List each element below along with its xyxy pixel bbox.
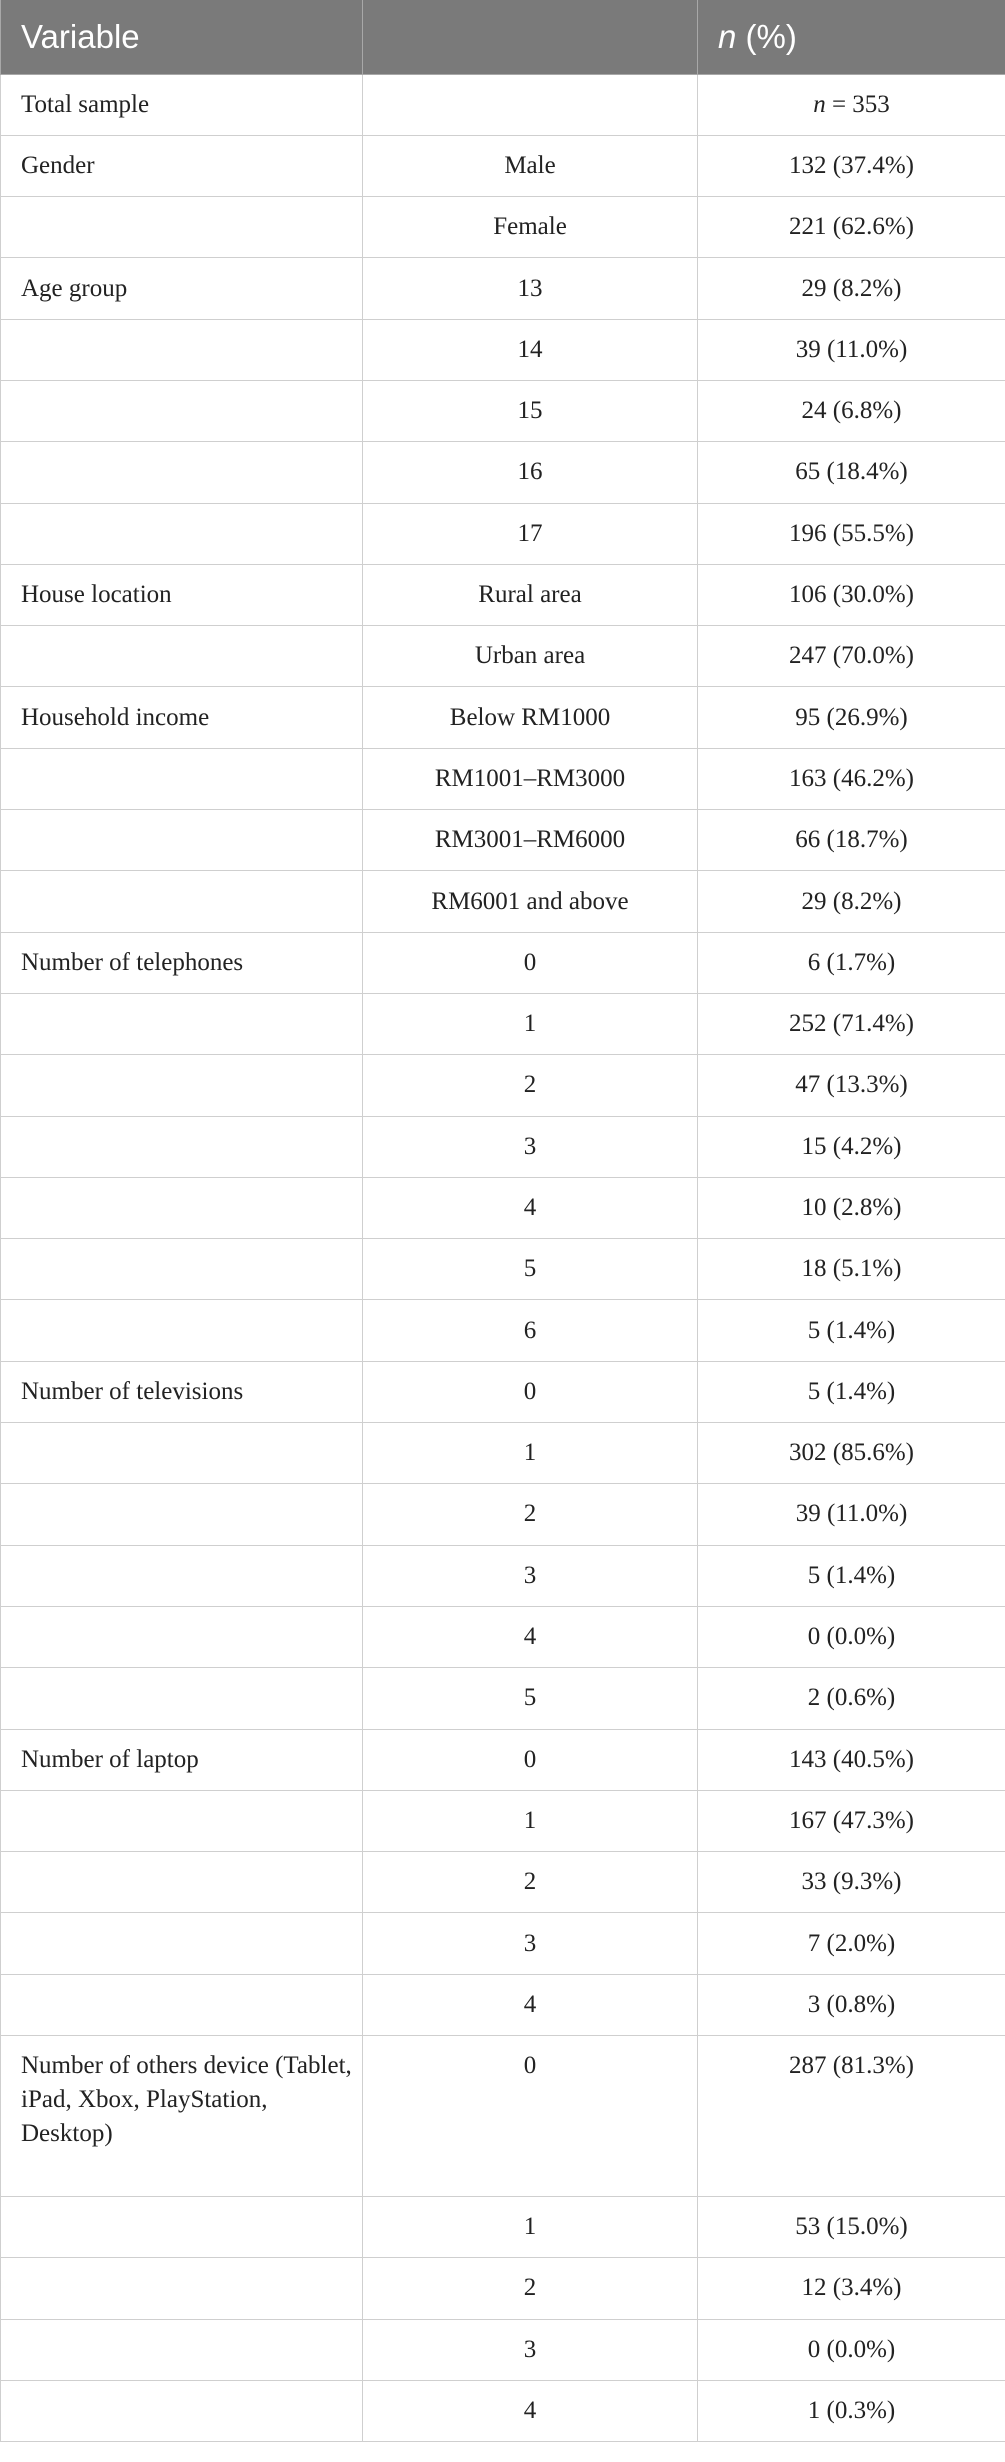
count-percent-cell: 65 (18.4%) (698, 442, 1005, 503)
table-row (1, 1790, 1005, 1851)
count-percent-cell: 29 (8.2%) (698, 871, 1005, 932)
variable-cell (1, 2258, 363, 2319)
table-row (1, 135, 1005, 196)
table-row (1, 1423, 1005, 1484)
table-row (1, 1177, 1005, 1238)
table-row (1, 1239, 1005, 1300)
count-percent-cell: 24 (6.8%) (698, 380, 1005, 441)
category-cell: 5 (363, 1239, 698, 1300)
table-row (1, 258, 1005, 319)
table-row (1, 1300, 1005, 1361)
total-sample-category (363, 74, 698, 135)
category-cell: 4 (363, 1177, 698, 1238)
variable-cell (1, 626, 363, 687)
variable-cell: Number of laptop (1, 1729, 363, 1790)
count-percent-cell: 5 (1.4%) (698, 1300, 1005, 1361)
count-percent-cell: 66 (18.7%) (698, 810, 1005, 871)
count-percent-cell: 39 (11.0%) (698, 319, 1005, 380)
table-row (1, 748, 1005, 809)
header-pct-label: (%) (736, 17, 797, 55)
count-percent-cell: 12 (3.4%) (698, 2258, 1005, 2319)
count-percent-cell: 163 (46.2%) (698, 748, 1005, 809)
variable-cell (1, 1545, 363, 1606)
table-row (1, 1606, 1005, 1667)
table-row (1, 503, 1005, 564)
count-percent-cell: 5 (1.4%) (698, 1545, 1005, 1606)
count-percent-cell: 29 (8.2%) (698, 258, 1005, 319)
variable-cell (1, 442, 363, 503)
table-row (1, 1545, 1005, 1606)
total-sample-label: Total sample (1, 74, 363, 135)
variable-cell: Number of telephones (1, 932, 363, 993)
category-cell: 1 (363, 1423, 698, 1484)
table-row (1, 1974, 1005, 2035)
table-row (1, 1913, 1005, 1974)
table-row (1, 1729, 1005, 1790)
count-percent-cell: 106 (30.0%) (698, 564, 1005, 625)
category-cell: 2 (363, 2258, 698, 2319)
table-row (1, 1668, 1005, 1729)
table-row (1, 810, 1005, 871)
table-row (1, 1361, 1005, 1422)
count-percent-cell: 1 (0.3%) (698, 2380, 1005, 2441)
table-row (1, 2197, 1005, 2258)
category-cell: Urban area (363, 626, 698, 687)
category-cell: 0 (363, 2036, 698, 2197)
category-cell: 0 (363, 932, 698, 993)
table-row (1, 2319, 1005, 2380)
variable-cell (1, 1484, 363, 1545)
category-cell: 4 (363, 1974, 698, 2035)
table-row (1, 319, 1005, 380)
category-cell: 4 (363, 1606, 698, 1667)
total-sample-value (698, 74, 1005, 135)
count-percent-cell: 302 (85.6%) (698, 1423, 1005, 1484)
variable-cell (1, 871, 363, 932)
header-row (1, 0, 1005, 74)
header-n-percent (698, 0, 1005, 74)
variable-cell: Household income (1, 687, 363, 748)
count-percent-cell: 0 (0.0%) (698, 1606, 1005, 1667)
category-cell: Male (363, 135, 698, 196)
count-percent-cell: 167 (47.3%) (698, 1790, 1005, 1851)
total-n-value: = 353 (825, 90, 890, 118)
variable-cell (1, 319, 363, 380)
category-cell: 14 (363, 319, 698, 380)
category-cell: Below RM1000 (363, 687, 698, 748)
category-cell: 2 (363, 1484, 698, 1545)
category-cell: 0 (363, 1729, 698, 1790)
table-row (1, 2380, 1005, 2441)
variable-cell (1, 503, 363, 564)
table-row (1, 626, 1005, 687)
variable-cell: Age group (1, 258, 363, 319)
variable-cell (1, 1055, 363, 1116)
table-row (1, 197, 1005, 258)
variable-cell (1, 2197, 363, 2258)
count-percent-cell: 247 (70.0%) (698, 626, 1005, 687)
category-cell: 6 (363, 1300, 698, 1361)
count-percent-cell: 196 (55.5%) (698, 503, 1005, 564)
total-n-symbol: n (813, 90, 826, 118)
table-row (1, 1116, 1005, 1177)
count-percent-cell: 3 (0.8%) (698, 1974, 1005, 2035)
header-category (363, 0, 698, 74)
count-percent-cell: 33 (9.3%) (698, 1852, 1005, 1913)
category-cell: 1 (363, 2197, 698, 2258)
category-cell: 16 (363, 442, 698, 503)
category-cell: 3 (363, 1913, 698, 1974)
table-row (1, 2036, 1005, 2197)
count-percent-cell: 95 (26.9%) (698, 687, 1005, 748)
table-row (1, 564, 1005, 625)
count-percent-cell: 221 (62.6%) (698, 197, 1005, 258)
variable-cell: House location (1, 564, 363, 625)
variable-cell (1, 197, 363, 258)
table-row (1, 993, 1005, 1054)
count-percent-cell: 287 (81.3%) (698, 2036, 1005, 2197)
variable-cell (1, 810, 363, 871)
category-cell: Rural area (363, 564, 698, 625)
count-percent-cell: 6 (1.7%) (698, 932, 1005, 993)
category-cell: 2 (363, 1852, 698, 1913)
category-cell: 2 (363, 1055, 698, 1116)
variable-cell (1, 748, 363, 809)
table-row (1, 687, 1005, 748)
category-cell: Female (363, 197, 698, 258)
count-percent-cell: 18 (5.1%) (698, 1239, 1005, 1300)
count-percent-cell: 252 (71.4%) (698, 993, 1005, 1054)
count-percent-cell: 0 (0.0%) (698, 2319, 1005, 2380)
variable-cell: Number of others device (Tablet, iPad, Xbox, PlayStation, Desktop) (1, 2036, 363, 2197)
category-cell: 3 (363, 1116, 698, 1177)
count-percent-cell: 53 (15.0%) (698, 2197, 1005, 2258)
variable-cell (1, 1668, 363, 1729)
category-cell: RM3001–RM6000 (363, 810, 698, 871)
header-n-symbol: n (718, 17, 737, 55)
count-percent-cell: 132 (37.4%) (698, 135, 1005, 196)
count-percent-cell: 47 (13.3%) (698, 1055, 1005, 1116)
count-percent-cell: 143 (40.5%) (698, 1729, 1005, 1790)
variable-cell (1, 1423, 363, 1484)
table-row (1, 380, 1005, 441)
table-row (1, 2258, 1005, 2319)
variable-cell (1, 1852, 363, 1913)
category-cell: 13 (363, 258, 698, 319)
category-cell: 1 (363, 993, 698, 1054)
category-cell: 3 (363, 2319, 698, 2380)
variable-cell (1, 1177, 363, 1238)
category-cell: 5 (363, 1668, 698, 1729)
variable-cell (1, 2319, 363, 2380)
variable-cell (1, 1606, 363, 1667)
count-percent-cell: 7 (2.0%) (698, 1913, 1005, 1974)
count-percent-cell: 2 (0.6%) (698, 1668, 1005, 1729)
category-cell: 15 (363, 380, 698, 441)
header-variable: Variable (1, 0, 363, 74)
variable-cell (1, 380, 363, 441)
variable-cell (1, 1239, 363, 1300)
category-cell: 3 (363, 1545, 698, 1606)
variable-cell (1, 1790, 363, 1851)
table-header (1, 0, 1005, 74)
variable-cell: Gender (1, 135, 363, 196)
category-cell: 17 (363, 503, 698, 564)
variable-cell (1, 2380, 363, 2441)
table-row (1, 442, 1005, 503)
category-cell: 4 (363, 2380, 698, 2441)
table-row (1, 932, 1005, 993)
count-percent-cell: 15 (4.2%) (698, 1116, 1005, 1177)
category-cell: 1 (363, 1790, 698, 1851)
table-row (1, 1484, 1005, 1545)
variable-cell (1, 1300, 363, 1361)
count-percent-cell: 5 (1.4%) (698, 1361, 1005, 1422)
variable-cell (1, 993, 363, 1054)
variable-cell (1, 1974, 363, 2035)
table-row (1, 1852, 1005, 1913)
total-sample-row (1, 74, 1005, 135)
table-body (1, 74, 1005, 2442)
variable-cell (1, 1913, 363, 1974)
category-cell: RM6001 and above (363, 871, 698, 932)
category-cell: 0 (363, 1361, 698, 1422)
table-row (1, 1055, 1005, 1116)
count-percent-cell: 10 (2.8%) (698, 1177, 1005, 1238)
variable-cell: Number of televisions (1, 1361, 363, 1422)
table-row (1, 871, 1005, 932)
count-percent-cell: 39 (11.0%) (698, 1484, 1005, 1545)
variable-cell (1, 1116, 363, 1177)
category-cell: RM1001–RM3000 (363, 748, 698, 809)
